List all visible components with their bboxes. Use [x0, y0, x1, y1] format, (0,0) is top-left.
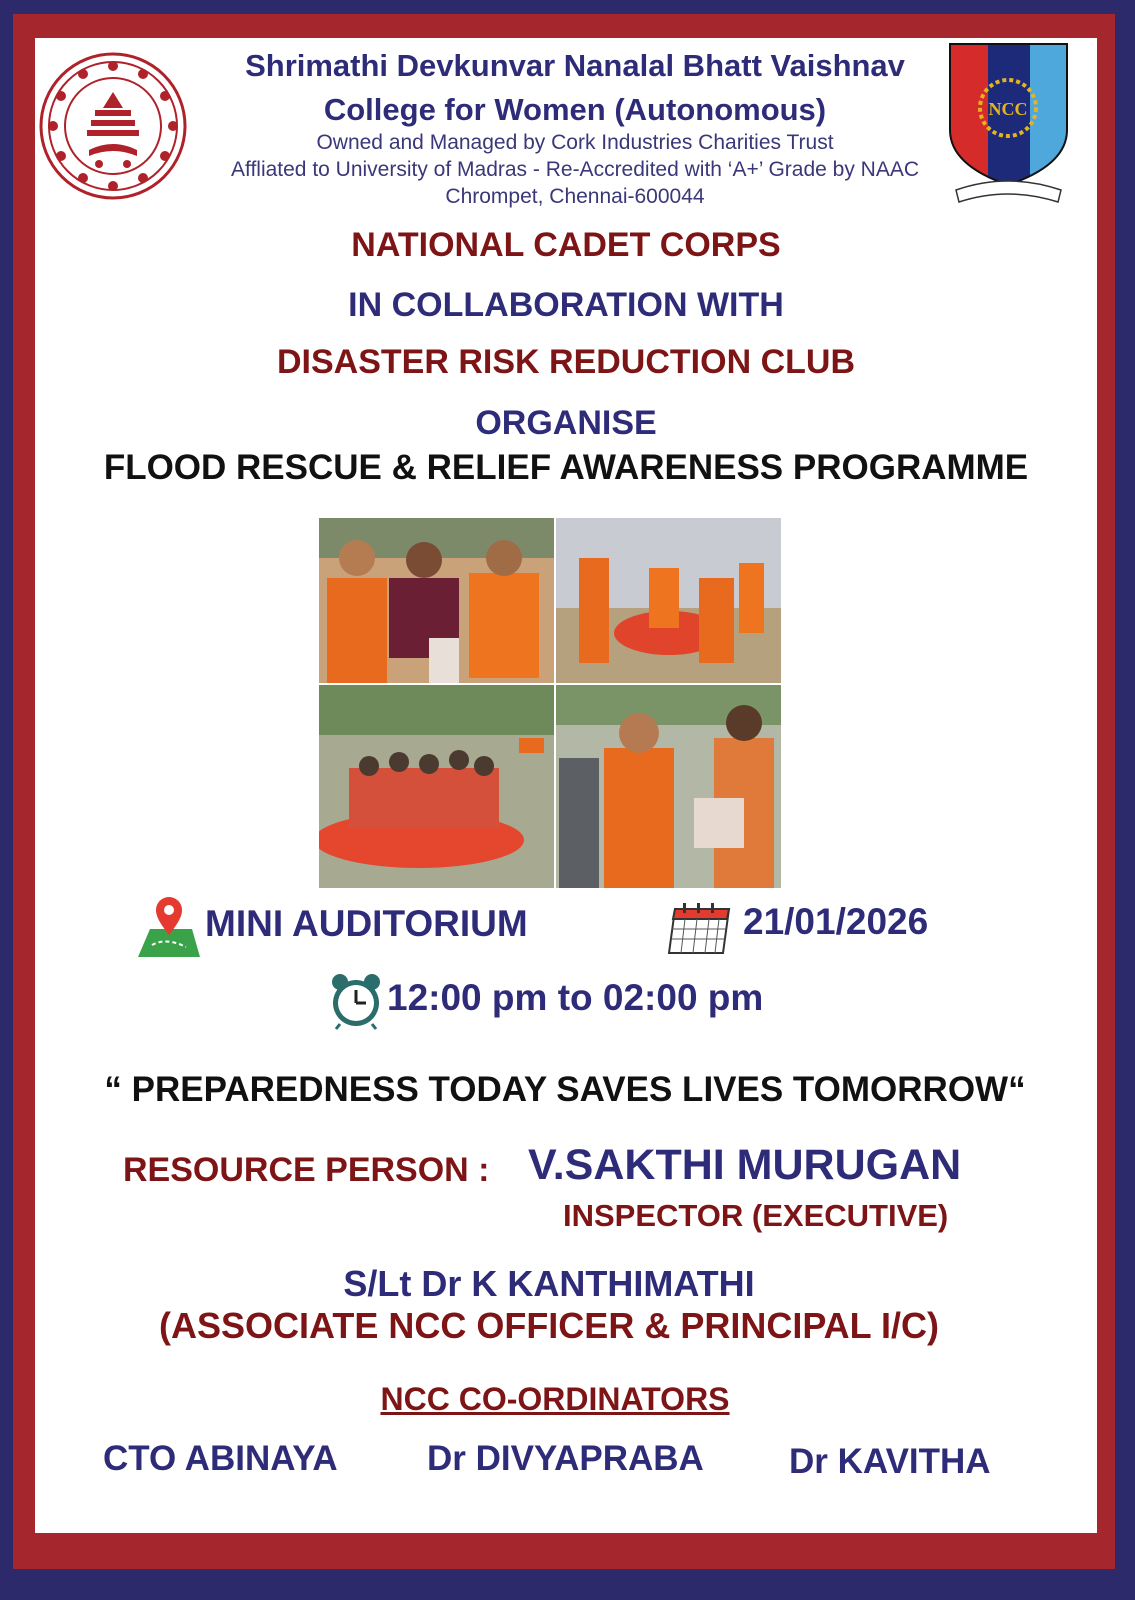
coordinator-name: Dr KAVITHA: [789, 1442, 991, 1481]
college-owned-by: Owned and Managed by Cork Industries Charities Trust: [316, 131, 834, 154]
venue-date-row: [35, 893, 1097, 963]
officer-designation: (ASSOCIATE NCC OFFICER & PRINCIPAL I/C): [158, 1305, 939, 1346]
title-line4: ORGANISE: [475, 404, 657, 442]
location-pin-icon: [136, 895, 202, 959]
programme-title: FLOOD RESCUE & RELIEF AWARENESS PROGRAMME: [103, 448, 1029, 487]
alarm-clock-icon: [328, 972, 384, 1030]
calendar-icon: [667, 899, 735, 957]
flood-rescue-photo-4: [556, 685, 781, 888]
venue-text: MINI AUDITORIUM: [205, 903, 528, 944]
title-line1: NATIONAL CADET CORPS: [351, 226, 781, 264]
poster: [35, 38, 1097, 1533]
flood-rescue-photo-2: [556, 518, 781, 683]
ncc-emblem-text: NCC: [988, 99, 1028, 119]
resource-person-label: RESOURCE PERSON :: [123, 1151, 490, 1189]
flood-rescue-photo-1: [319, 518, 554, 683]
flood-rescue-photo-collage: [319, 518, 781, 888]
coordinator-name: Dr DIVYAPRABA: [427, 1439, 704, 1478]
college-address: Chrompet, Chennai-600044: [445, 185, 705, 208]
college-name-line1: Shrimathi Devkunvar Nanalal Bhatt Vaishnav: [245, 48, 905, 83]
resource-person-name: V.SAKTHI MURUGAN: [528, 1141, 962, 1189]
resource-person-designation: INSPECTOR (EXECUTIVE): [563, 1198, 949, 1233]
flood-rescue-photo-3: [319, 685, 554, 888]
coordinator-name: CTO ABINAYA: [103, 1439, 338, 1478]
time-row: [35, 968, 1097, 1032]
time-text: 12:00 pm to 02:00 pm: [387, 977, 764, 1018]
coordinators-title: NCC CO-ORDINATORS: [380, 1381, 730, 1417]
slogan-quote: “ PREPAREDNESS TODAY SAVES LIVES TOMORROW“: [104, 1070, 1026, 1109]
date-text: 21/01/2026: [743, 901, 929, 942]
officer-name: S/Lt Dr K KANTHIMATHI: [343, 1263, 755, 1304]
title-line2: IN COLLABORATION WITH: [348, 286, 784, 324]
college-name-line2: College for Women (Autonomous): [323, 92, 827, 127]
college-affiliation: Affliated to University of Madras - Re-Accredited with ‘A+’ Grade by NAAC: [230, 158, 920, 181]
title-line3: DISASTER RISK REDUCTION CLUB: [276, 343, 856, 381]
